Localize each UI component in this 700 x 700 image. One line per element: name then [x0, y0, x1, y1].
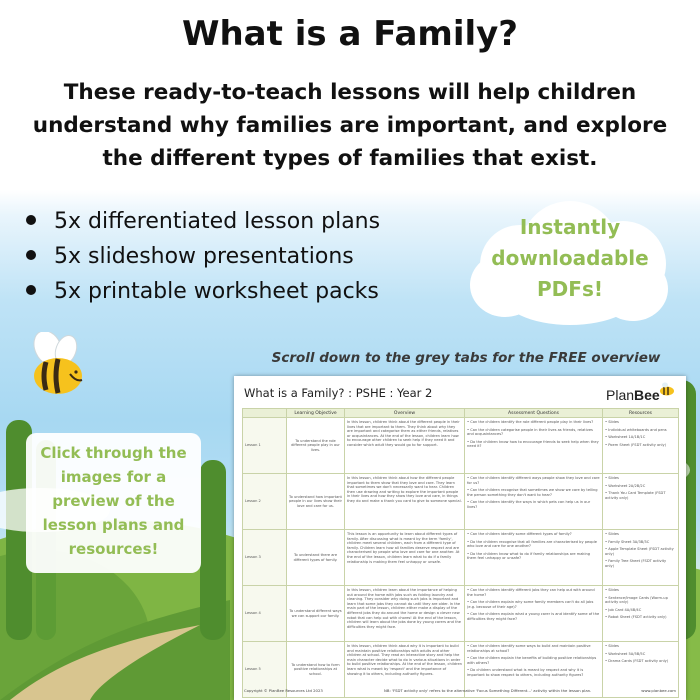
resource: • Slides [605, 588, 676, 593]
cloud-line: Instantly [519, 215, 621, 239]
page-title: What is a Family? [181, 14, 519, 54]
resource: • Worksheet 1A/1B/1C [605, 435, 676, 440]
resource: • Family Tree Sheet (FSDT activity only) [605, 559, 676, 568]
bullet-icon [26, 250, 36, 260]
table-header: Overview [345, 409, 465, 418]
overview-cell: In this lesson, children learn about the importance of helping out around the home with jobs such as folding laundry and cleaning. They consider why doing such jobs is important and learn that some jobs they cannot do until they are older. In the main part of the lesson, children either make a display of the different jobs they do around the home or design a clever new robot that can help out with chores! At the end of the lesson, children will learn about the jobs done by young carers and the difficulties they might face. [345, 586, 465, 642]
resource: • Individual whiteboards and pens [605, 428, 676, 433]
question: • Can the children identify the ways in which pets can help us in our lives? [467, 500, 600, 509]
question: • Can the children identify some ways to build and maintain positive relationships at school? [467, 644, 600, 653]
lesson-overview-table [242, 408, 679, 698]
questions-cell [465, 474, 603, 530]
feature-list [26, 204, 466, 309]
question: • Can the children identify the role different people play in their lives? [467, 420, 600, 425]
questions-cell [465, 586, 603, 642]
resource: • Robot Sheet (FSDT activity only) [605, 615, 676, 620]
lesson-cell: Lesson 4 [243, 586, 287, 642]
scroll-note: Scroll down to the grey tabs for the FREE overview [271, 350, 661, 366]
question: • Can the children identify different ways people show they love and care for us? [467, 476, 600, 485]
resources-cell [603, 586, 679, 642]
subtitle-line: understand why families are important, and explore [32, 113, 668, 138]
table-row [243, 418, 679, 474]
resources-cell [603, 530, 679, 586]
overview-cell: In this lesson, children think about how the different people important to them show that they love and care. They learn that sometimes we don't necessarily want to hear. Children then use drawing and writing to explore the important people in their lives and how they show they love and care, in things they do and make a thank you card to give to someone special. [345, 474, 465, 530]
question: • Can the children recognise that sometimes we show we care by telling the person something they don't want to hear? [467, 488, 600, 497]
question: • Do the children know what to do if family relationships are making them feel unhappy or unsafe? [467, 552, 600, 561]
lesson-cell: Lesson 1 [243, 418, 287, 474]
website-text: www.planbee.com [641, 688, 676, 693]
overview-cell: In this lesson, children think about why it is important to build and maintain positive relationships with adults and other children at school. They read an interactive story and help the main character decide what to do in various situations in order to build positive relationships. At the end of the lesson, children learn what is meant by 'respect' and the importance of showing it to others, including authority figures. [345, 642, 465, 698]
resource: • Sentence/Image Cards (Warm-up activity only) [605, 596, 676, 605]
bullet-icon [26, 215, 36, 225]
preview-callout [26, 433, 201, 573]
resource: • Family Sheet 3A/3B/3C [605, 540, 676, 545]
cloud-line: downloadable [491, 246, 649, 270]
feature-label: 5x printable worksheet packs [54, 279, 379, 304]
question: • Do the children recognise that all families are characterised by people who love and care for one another? [467, 540, 600, 549]
callout-line: lesson plans and [42, 516, 185, 534]
table-header: Resources [603, 409, 679, 418]
subtitle-line: the different types of families that exist. [102, 146, 598, 171]
question: • Can the children identify some different types of family? [467, 532, 600, 537]
feature-label: 5x slideshow presentations [54, 244, 354, 269]
resource: • Slides [605, 476, 676, 481]
lesson-cell: Lesson 3 [243, 530, 287, 586]
resource: • Slides [605, 644, 676, 649]
table-header: Assessment Questions [465, 409, 603, 418]
overview-preview [234, 376, 686, 700]
preview-footer [244, 688, 676, 693]
preview-title: What is a Family? : PSHE : Year 2 [244, 386, 433, 400]
table-row [243, 586, 679, 642]
subtitle [20, 76, 680, 175]
question: • Can the children categorise people in their lives as friends, relatives and acquaintances? [467, 428, 600, 437]
resources-cell [603, 474, 679, 530]
lesson-cell: Lesson 5 [243, 642, 287, 698]
question: • Can the children explain the benefits of building positive relationships with others? [467, 656, 600, 665]
bee-icon [22, 332, 92, 402]
questions-cell [465, 418, 603, 474]
objective-cell: To understand how to form positive relationships at school. [287, 642, 345, 698]
objective-cell: To understand there are different types of family. [287, 530, 345, 586]
feature-item [26, 239, 466, 274]
callout-line: preview of the [52, 492, 175, 510]
bee-icon [658, 382, 676, 396]
resource: • Slides [605, 420, 676, 425]
footer-note: NB: 'FSDT activity only' refers to the alternative 'Focus Something Different...' activity within the lesson plan. [384, 688, 592, 693]
resource: • Apple Template Sheet (FSDT activity only) [605, 547, 676, 556]
question: • Can the children explain why some family members can't do all jobs (e.g. because of their age)? [467, 600, 600, 609]
feature-item [26, 204, 466, 239]
resources-cell [603, 418, 679, 474]
resource: • Slides [605, 532, 676, 537]
table-row [243, 530, 679, 586]
lesson-cell: Lesson 2 [243, 474, 287, 530]
table-header [243, 409, 287, 418]
question: • Can the children explain what a young carer is and identify some of the difficulties they might face? [467, 612, 600, 621]
objective-cell: To understand the role different people play in our lives. [287, 418, 345, 474]
table-header: Learning Objective [287, 409, 345, 418]
overview-cell: This lesson is an opportunity to learn about different types of family. After discussing what is meant by the term 'family', children meet several children, each from a different type of family. Children learn how all families deserve respect and are characterised by people who love and care for one another. At the end of the lesson, children learn what to do if a family relationship is making them feel unhappy or unsafe. [345, 530, 465, 586]
callout-line: resources! [68, 540, 159, 558]
questions-cell [465, 530, 603, 586]
brand-bee: Bee [634, 387, 660, 403]
objective-cell: To understand how important people in our lives show their love and care for us. [287, 474, 345, 530]
resource: • Worksheet 5A/5B/5C [605, 652, 676, 657]
cloud-badge-text [470, 212, 670, 305]
callout-line: images for a [60, 468, 167, 486]
bullet-icon [26, 285, 36, 295]
brand-plan: Plan [606, 387, 635, 403]
overview-cell: In this lesson, children think about the different people in their lives that are important to them. They think about why they are important and categorise them as either friends, relatives or acquaintances. At the end of the lesson, children learn how to encourage other children to seek help if they need it and consider which adult they would go to for support. [345, 418, 465, 474]
question: • Can the children identify different jobs they can help out with around the home? [467, 588, 600, 597]
resource: • Worksheet 2A/2B/2C [605, 484, 676, 489]
resource: • Thank You Card Template (FSDT activity only) [605, 491, 676, 500]
resource: • Job Card 4A/4B/4C [605, 608, 676, 613]
brand-logo [606, 387, 660, 403]
resource: • Poem Sheet (FSDT activity only) [605, 443, 676, 448]
subtitle-line: These ready-to-teach lessons will help children [63, 80, 637, 105]
question: • Do children understand what is meant by respect and why it is important to show respect to others, including authority figures? [467, 668, 600, 677]
copyright-text: Copyright © PlanBee Resources Ltd 2023 [244, 688, 323, 693]
feature-item [26, 274, 466, 309]
objective-cell: To understand different ways we can support our family. [287, 586, 345, 642]
question: • Do the children know how to encourage friends to seek help when they need it? [467, 440, 600, 449]
resource: • Drama Cards (FSDT activity only) [605, 659, 676, 664]
table-row [243, 474, 679, 530]
cloud-line: PDFs! [537, 277, 603, 301]
feature-label: 5x differentiated lesson plans [54, 209, 381, 234]
callout-line: Click through the [40, 444, 187, 462]
